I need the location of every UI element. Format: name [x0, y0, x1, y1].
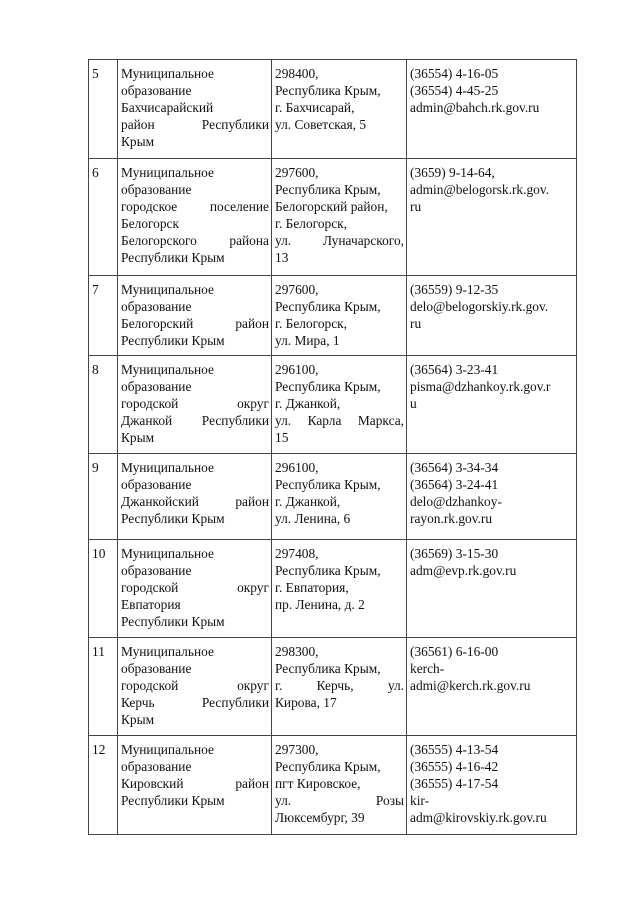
municipality-name: Муниципальное образование Джанкойский район Республики Крым — [118, 454, 272, 540]
table-row — [89, 540, 577, 638]
municipality-name: Муниципальное образование Бахчисарайский район Республики Крым — [118, 60, 272, 159]
contacts: (36569) 3-15-30 adm@evp.rk.gov.ru — [407, 540, 577, 638]
table-row — [89, 159, 577, 276]
table-row — [89, 60, 577, 159]
row-number: 9 — [89, 454, 118, 540]
address: 297300, Республика Крым, пгт Кировское, ул. Розы Люксембург, 39 — [272, 736, 407, 835]
contacts: (36561) 6-16-00 kerch- admi@kerch.rk.gov.ru — [407, 638, 577, 736]
municipality-name: Муниципальное образование Кировский район Республики Крым — [118, 736, 272, 835]
contacts: (36554) 4-16-05 (36554) 4-45-25 admin@bahch.rk.gov.ru — [407, 60, 577, 159]
address: 298300, Республика Крым, г. Керчь, ул. Кирова, 17 — [272, 638, 407, 736]
municipality-name: Муниципальное образование городской округ Джанкой Республики Крым — [118, 356, 272, 454]
contacts: (36564) 3-23-41 pisma@dzhankoy.rk.gov.r u — [407, 356, 577, 454]
address: 296100, Республика Крым, г. Джанкой, ул. Карла Маркса, 15 — [272, 356, 407, 454]
table-row — [89, 454, 577, 540]
address: 296100, Республика Крым, г. Джанкой, ул. Ленина, 6 — [272, 454, 407, 540]
contacts: (36559) 9-12-35 delo@belogorskiy.rk.gov. ru — [407, 276, 577, 356]
row-number: 5 — [89, 60, 118, 159]
contacts: (3659) 9-14-64, admin@belogorsk.rk.gov. ru — [407, 159, 577, 276]
row-number: 12 — [89, 736, 118, 835]
table-row — [89, 356, 577, 454]
table-row — [89, 638, 577, 736]
row-number: 11 — [89, 638, 118, 736]
table-row — [89, 276, 577, 356]
municipality-name: Муниципальное образование городской округ Евпатория Республики Крым — [118, 540, 272, 638]
address: 297600, Республика Крым, г. Белогорск, ул. Мира, 1 — [272, 276, 407, 356]
address: 297408, Республика Крым, г. Евпатория, пр. Ленина, д. 2 — [272, 540, 407, 638]
contacts: (36555) 4-13-54 (36555) 4-16-42 (36555) 4-17-54 kir- adm@kirovskiy.rk.gov.ru — [407, 736, 577, 835]
row-number: 6 — [89, 159, 118, 276]
table-row — [89, 736, 577, 835]
municipality-name: Муниципальное образование городское поселение Белогорск Белогорского района Республики Крым — [118, 159, 272, 276]
address: 297600, Республика Крым, Белогорский район, г. Белогорск, ул. Луначарского, 13 — [272, 159, 407, 276]
row-number: 7 — [89, 276, 118, 356]
row-number: 8 — [89, 356, 118, 454]
address: 298400, Республика Крым, г. Бахчисарай, ул. Советская, 5 — [272, 60, 407, 159]
row-number: 10 — [89, 540, 118, 638]
municipality-name: Муниципальное образование городской округ Керчь Республики Крым — [118, 638, 272, 736]
municipalities-table — [88, 59, 577, 835]
contacts: (36564) 3-34-34 (36564) 3-24-41 delo@dzhankoy- rayon.rk.gov.ru — [407, 454, 577, 540]
municipality-name: Муниципальное образование Белогорский район Республики Крым — [118, 276, 272, 356]
